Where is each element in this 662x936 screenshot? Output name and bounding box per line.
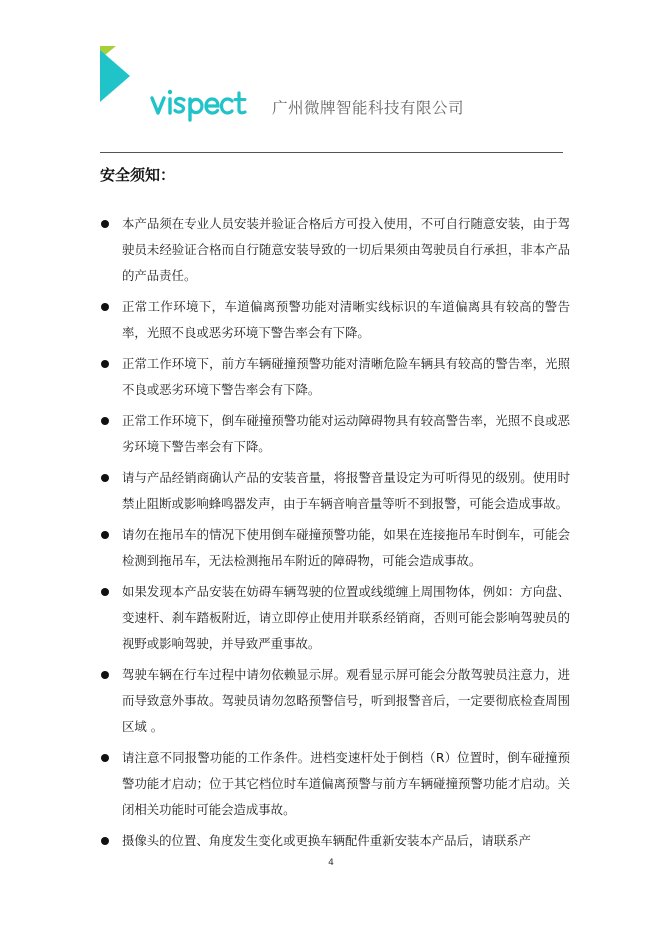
note-text: 正常工作环境下，倒车碰撞预警功能对运动障碍物具有较高警告率，光照不良或恶劣环境下警告率会有下降。 [122, 413, 570, 454]
vispect-logo [150, 86, 248, 122]
list-item [100, 294, 570, 346]
note-text: 正常工作环境下，车道偏离预警功能对清晰实线标识的车道偏离具有较高的警告率，光照不良或恶劣环境下警告率会有下降。 [122, 299, 570, 340]
note-text: 如果发现本产品安装在妨碍车辆驾驶的位置或线缆缠上周围物体，例如：方向盘、变速杆、刹车踏板附近，请立即停止使用并联系经销商，否则可能会影响驾驶员的视野或影响驾驶，并导致严重事故。 [122, 584, 570, 651]
bullet-icon [101, 417, 109, 425]
bullet-icon [101, 671, 109, 679]
bullet-icon [101, 360, 109, 368]
list-item [100, 351, 570, 403]
note-text: 本产品须在专业人员安装并验证合格后方可投入使用，不可自行随意安装，由于驾驶员未经验证合格而自行随意安装导致的一切后果须由驾驶员自行承担，非本产品的产品责任。 [122, 216, 570, 283]
section-title: 安全须知： [100, 166, 176, 184]
list-item [100, 211, 570, 289]
note-text: 请注意不同报警功能的工作条件。进档变速杆处于倒档（R）位置时，倒车碰撞预警功能才启动；位于其它档位时车道偏离预警与前方车辆碰撞预警功能才启动。关闭相关功能时可能会造成事故。 [122, 750, 570, 817]
note-text: 摄像头的位置、角度发生变化或更换车辆配件重新安装本产品后，请联系产 [122, 833, 531, 848]
company-name: 广州微牌智能科技有限公司 [272, 99, 465, 117]
bullet-icon [101, 837, 109, 845]
list-item [100, 579, 570, 657]
bullet-icon [101, 303, 109, 311]
bullet-icon [101, 220, 109, 228]
header-divider [100, 152, 563, 153]
list-item [100, 745, 570, 823]
list-item [100, 465, 570, 517]
bullet-icon [101, 588, 109, 596]
safety-notes-list [100, 211, 570, 859]
list-item [100, 662, 570, 740]
bullet-icon [101, 474, 109, 482]
bullet-icon [101, 754, 109, 762]
note-text: 请与产品经销商确认产品的安装音量，将报警音量设定为可听得见的级别。使用时禁止阻断或影响蜂鸣器发声，由于车辆音响音量等听不到报警，可能会造成事故。 [122, 470, 570, 511]
bullet-icon [101, 531, 109, 539]
note-text: 正常工作环境下，前方车辆碰撞预警功能对清晰危险车辆具有较高的警告率，光照不良或恶劣环境下警告率会有下降。 [122, 356, 570, 397]
page-number: 4 [328, 858, 334, 868]
note-text: 驾驶车辆在行车过程中请勿依赖显示屏。观看显示屏可能会分散驾驶员注意力，进而导致意外事故。驾驶员请勿忽略预警信号，听到报警音后，一定要彻底检查周围区域 。 [122, 667, 570, 734]
list-item [100, 522, 570, 574]
list-item [100, 408, 570, 460]
logo-mark-icon [100, 46, 130, 102]
note-text: 请勿在拖吊车的情况下使用倒车碰撞预警功能，如果在连接拖吊车时倒车，可能会检测到拖吊车，无法检测拖吊车附近的障碍物，可能会造成事故。 [122, 527, 570, 568]
list-item [100, 828, 570, 854]
